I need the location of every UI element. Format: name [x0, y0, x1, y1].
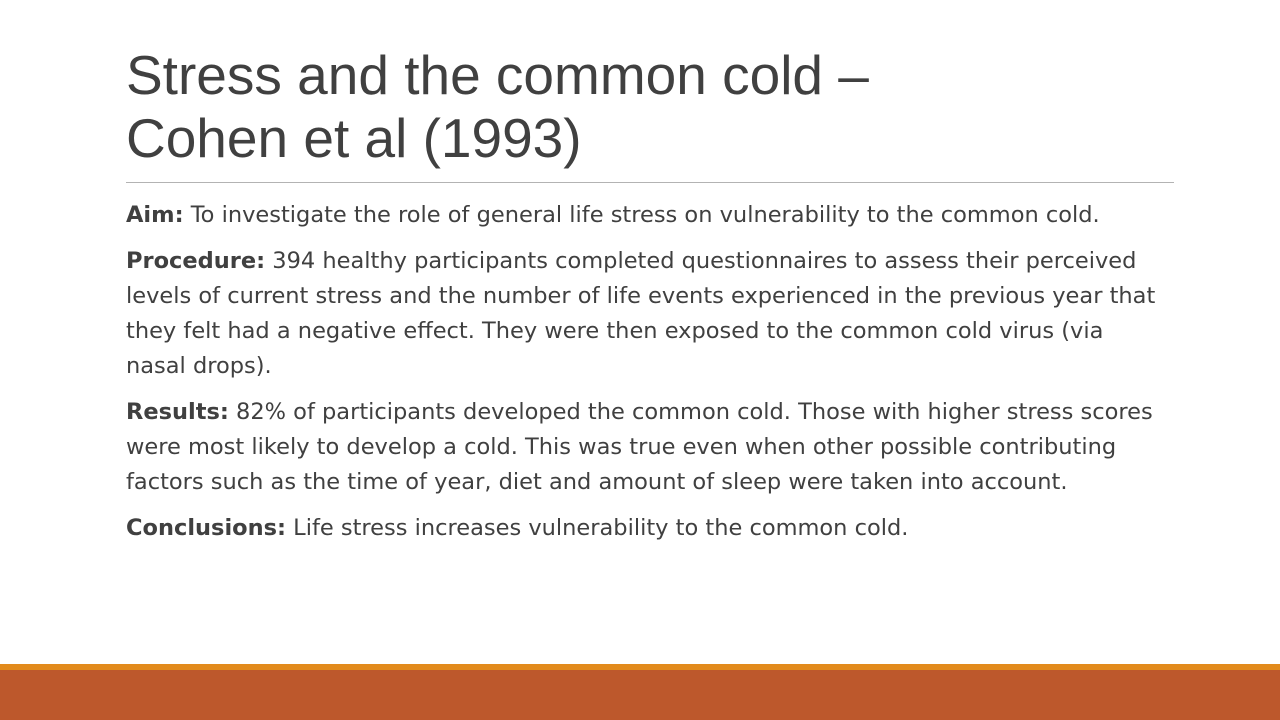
conclusions-text: Life stress increases vulnerability to the common cold. — [286, 515, 909, 541]
conclusions-label: Conclusions: — [126, 515, 287, 541]
procedure-label: Procedure: — [126, 248, 266, 274]
procedure-paragraph — [126, 244, 1166, 384]
aim-label: Aim: — [126, 202, 184, 228]
results-paragraph — [126, 395, 1166, 500]
procedure-text: 394 healthy participants completed questionnaires to assess their perceived levels of current stress and the number of life events experienced in the previous year that they felt had a negative effect. They were then exposed to the common cold virus (via nasal drops). — [126, 248, 1156, 379]
slide-body — [126, 198, 1166, 557]
aim-paragraph — [126, 198, 1166, 233]
results-text: 82% of participants developed the common cold. Those with higher stress scores were most likely to develop a cold. This was true even when other possible contributing factors such as the time of year, diet and amount of sleep were taken into account. — [126, 399, 1153, 495]
slide-title-line-1: Stress and the common cold – — [126, 44, 869, 106]
slide-title — [126, 44, 1126, 170]
aim-text: To investigate the role of general life stress on vulnerability to the common cold. — [183, 202, 1100, 228]
results-label: Results: — [126, 399, 229, 425]
conclusions-paragraph — [126, 511, 1166, 546]
title-divider — [126, 182, 1174, 183]
footer-band — [0, 670, 1280, 720]
slide-title-line-2: Cohen et al (1993) — [126, 107, 582, 169]
